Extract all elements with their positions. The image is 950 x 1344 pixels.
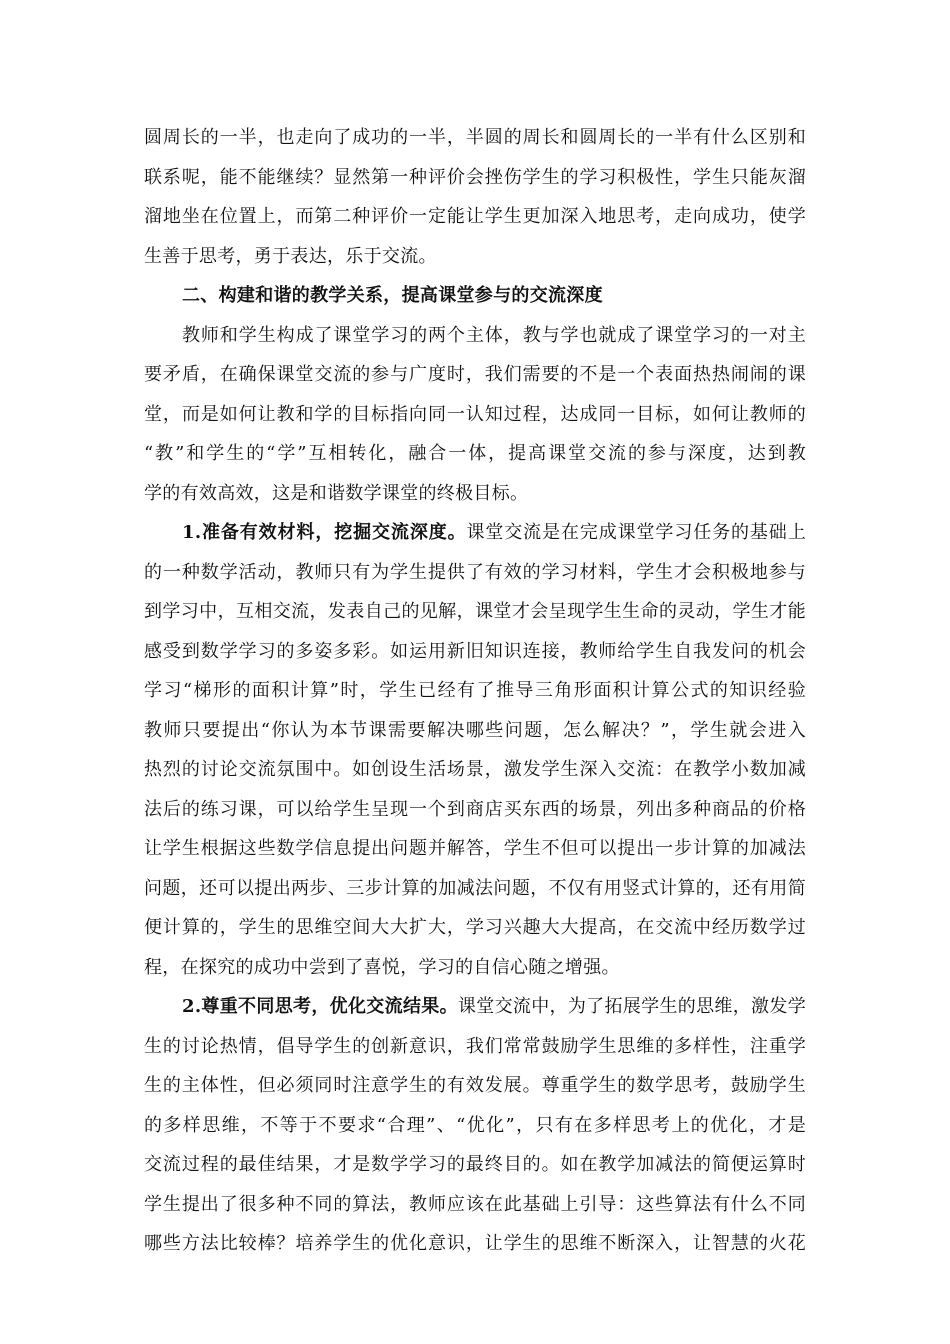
body-line: 让学生根据这些数学信息提出问题并解答，学生不但可以提出一步计算的加减法 xyxy=(144,838,806,859)
body-line: 便计算的，学生的思维空间大大扩大，学习兴趣大大提高，在交流中经历数学过 xyxy=(144,917,806,938)
body-line: 问题，还可以提出两步、三步计算的加减法问题，不仅有用竖式计算的，还有用简 xyxy=(144,877,806,899)
body-line: 法后的练习课，可以给学生呈现一个到商店买东西的场景，列出多种商品的价格 xyxy=(144,798,806,820)
body-line: 生善于思考，勇于表达，乐于交流。 xyxy=(144,245,437,267)
point-1-text: 课堂交流是在完成课堂学习任务的基础上 xyxy=(466,522,806,543)
body-line: 热烈的讨论交流氛围中。如创设生活场景，激发学生深入交流：在教学小数加减 xyxy=(144,759,806,780)
body-line: 教师只要提出“你认为本节课需要解决哪些问题，怎么解决？”，学生就会进入 xyxy=(144,719,806,741)
body-line: 程，在探究的成功中尝到了喜悦，学习的自信心随之增强。 xyxy=(144,956,620,978)
body-line: 堂，而是如何让教和学的目标指向同一认知过程，达成同一目标，如何让教师的 xyxy=(144,403,806,425)
point-1-heading: 1.准备有效材料，挖掘交流深度。 xyxy=(182,522,467,543)
body-line: 的多样思维，不等于不要求“合理”、“优化”，只有在多样思考上的优化，才是 xyxy=(144,1114,806,1136)
body-line: 圆周长的一半，也走向了成功的一半，半圆的周长和圆周长的一半有什么区别和 xyxy=(144,127,806,148)
document-page xyxy=(144,118,806,1264)
body-line: 的一种数学活动，教师只有为学生提供了有效的学习材料，学生才会积极地参与 xyxy=(144,561,806,583)
body-line: 教师和学生构成了课堂学习的两个主体，教与学也就成了课堂学习的一对主 xyxy=(182,324,806,346)
body-line: 到学习中，互相交流，发表自己的见解，课堂才会呈现学生生命的灵动，学生才能 xyxy=(144,601,806,622)
body-line: 溜地坐在位置上，而第二种评价一定能让学生更加深入地思考，走向成功，使学 xyxy=(144,206,806,227)
body-line: 要矛盾，在确保课堂交流的参与广度时，我们需要的不是一个表面热热闹闹的课 xyxy=(144,364,806,385)
body-line: 感受到数学学习的多姿多彩。如运用新旧知识连接，教师给学生自我发问的机会 xyxy=(144,640,806,662)
section-heading: 二、构建和谐的教学关系，提高课堂参与的交流深度 xyxy=(182,285,603,306)
body-line: 生的讨论热情，倡导学生的创新意识，我们常常鼓励学生思维的多样性，注重学 xyxy=(144,1035,806,1057)
point-2-text: 课堂交流中，为了拓展学生的思维，激发学 xyxy=(457,996,806,1017)
body-line: “教”和学生的“学”互相转化，融合一体，提高课堂交流的参与深度，达到教 xyxy=(144,443,806,464)
body-line: 哪些方法比较棒？培养学生的优化意识，让学生的思维不断深入，让智慧的火花 xyxy=(144,1233,806,1254)
body-line: 学生提出了很多种不同的算法，教师应该在此基础上引导：这些算法有什么不同 xyxy=(144,1193,806,1215)
body-line: 生的主体性，但必须同时注意学生的有效发展。尊重学生的数学思考，鼓励学生 xyxy=(144,1075,806,1096)
body-line: 交流过程的最佳结果，才是数学学习的最终目的。如在教学加减法的简便运算时 xyxy=(144,1154,806,1175)
body-line: 学习“梯形的面积计算”时，学生已经有了推导三角形面积计算公式的知识经验 xyxy=(144,680,806,701)
point-2-line xyxy=(144,987,806,1027)
body-line: 学的有效高效，这是和谐数学课堂的终极目标。 xyxy=(144,482,529,504)
point-2-heading: 2.尊重不同思考，优化交流结果。 xyxy=(182,996,458,1017)
point-1-line xyxy=(144,513,806,553)
body-line: 联系呢，能不能继续？显然第一种评价会挫伤学生的学习积极性，学生只能灰溜 xyxy=(144,166,806,188)
